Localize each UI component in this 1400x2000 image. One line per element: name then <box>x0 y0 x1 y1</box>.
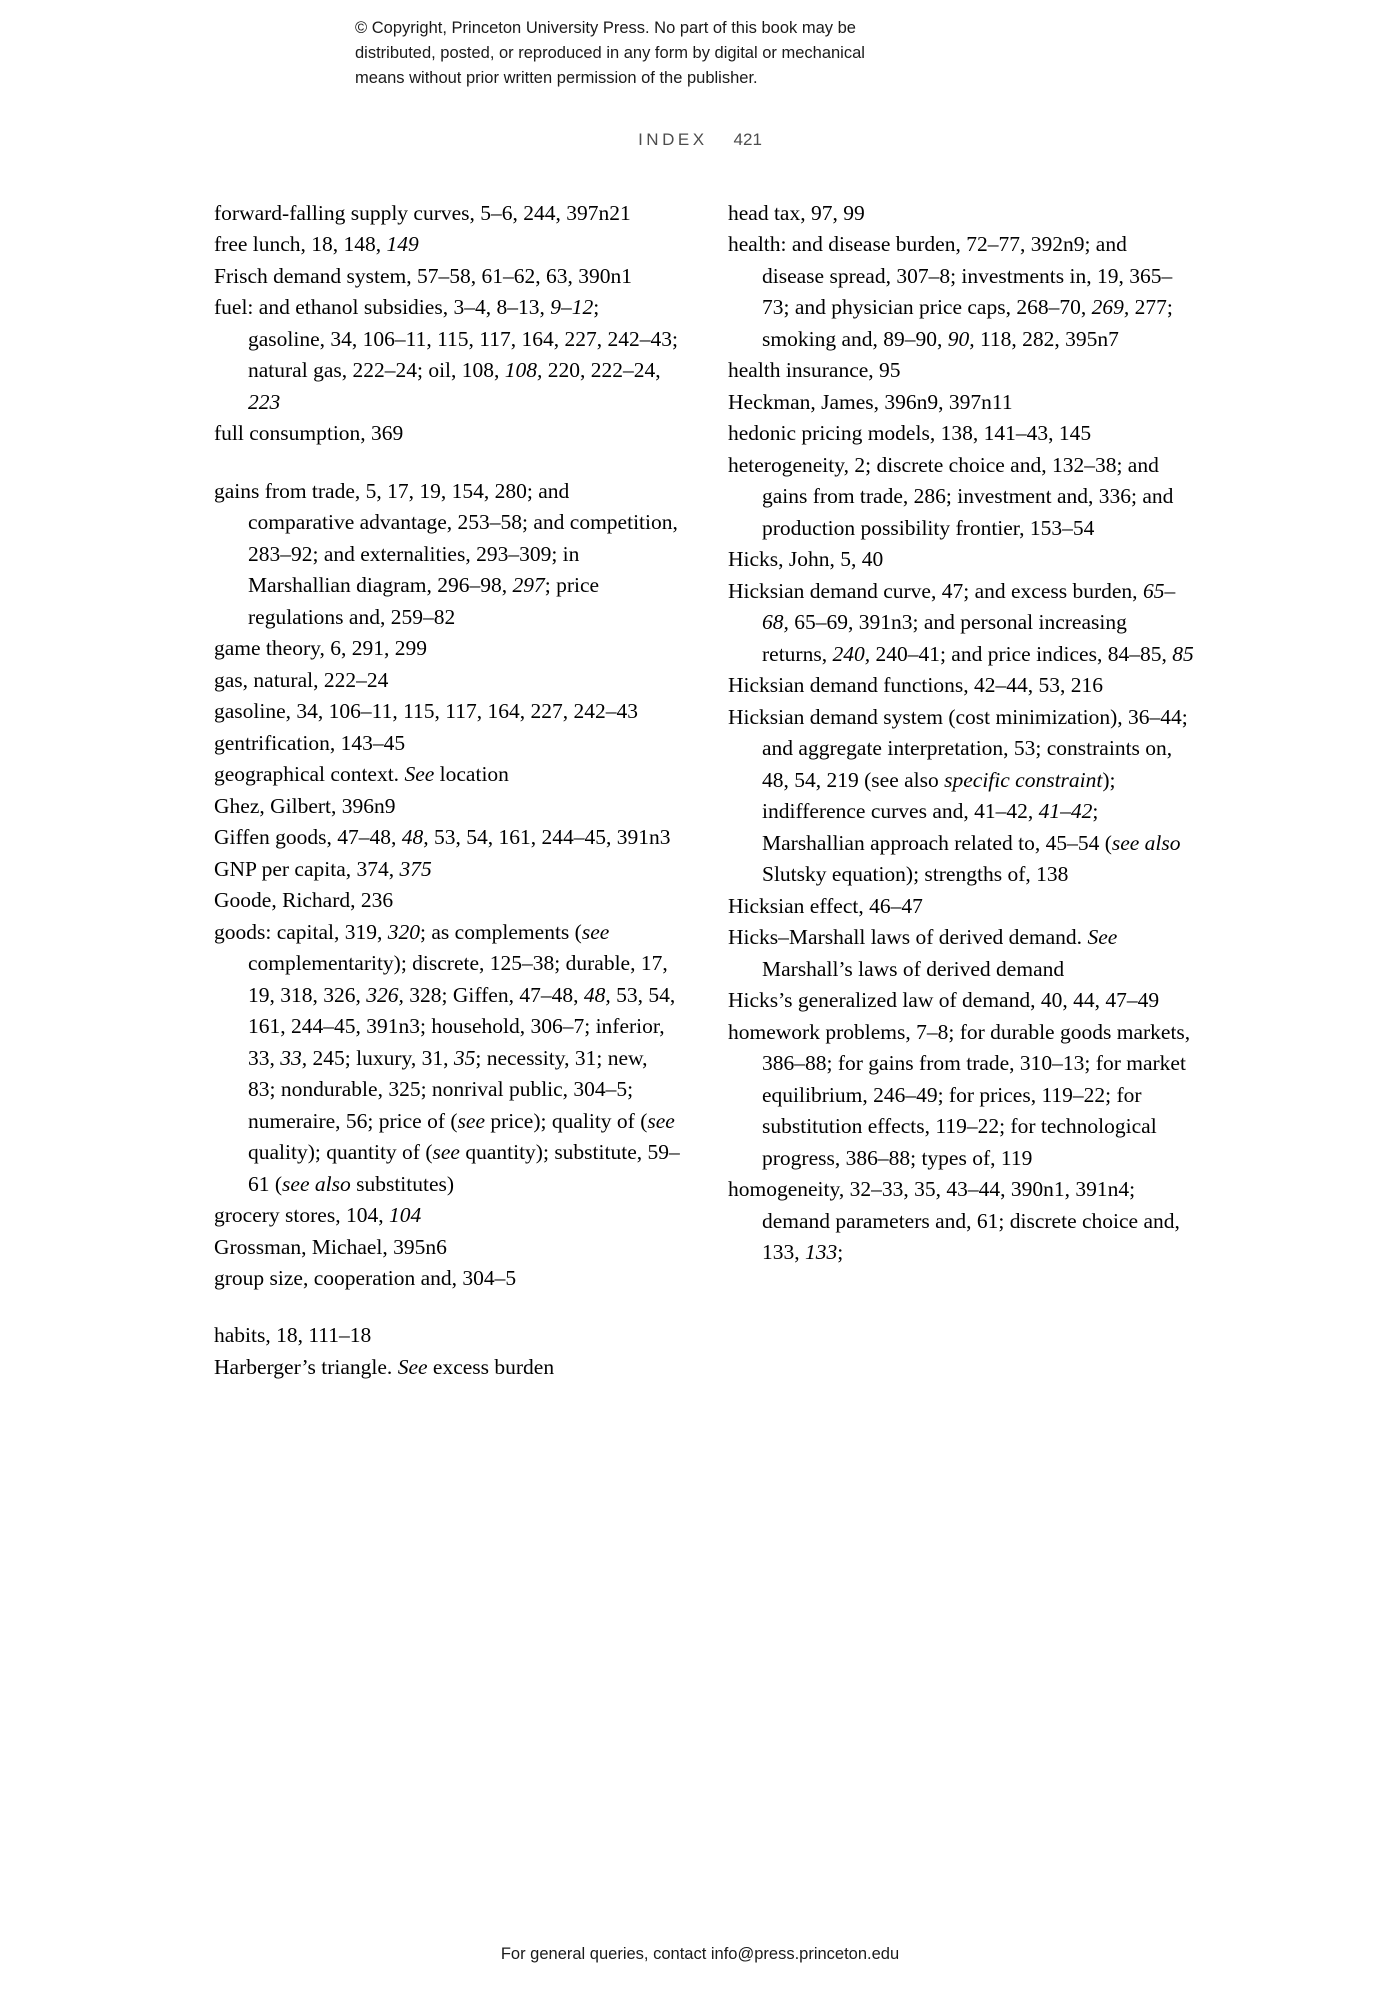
index-entry: homogeneity, 32–33, 35, 43–44, 390n1, 391n4; demand parameters and, 61; discrete choice and, 133, 133; <box>728 1177 1180 1264</box>
index-entry: heterogeneity, 2; discrete choice and, 132–38; and gains from trade, 286; investment and, 336; and production possibility frontier, 153–54 <box>728 452 1174 540</box>
copyright-line-1: © Copyright, Princeton University Press. No part of this book may be <box>355 19 856 37</box>
index-entry: homework problems, 7–8; for durable goods markets, 386–88; for gains from trade, 310–13; for market equilibrium, 246–49; for prices, 119–22; for substitution effects, 119–22; for technological progress, 386–88; types of, 119 <box>728 1019 1191 1170</box>
index-entry: habits, 18, 111–18 <box>214 1323 372 1348</box>
index-columns <box>214 198 1194 1383</box>
index-entry: Frisch demand system, 57–58, 61–62, 63, 390n1 <box>214 263 633 288</box>
index-entry: Hicksian demand functions, 42–44, 53, 216 <box>728 673 1104 698</box>
index-entry: Hicksian demand system (cost minimization), 36–44; and aggregate interpretation, 53; constraints on, 48, 54, 219 (see also specific constraint); indifference curves and, 41–42, 41–42; Marshallian approach related to, 45–54 (see also Slutsky equation); strengths of, 138 <box>728 704 1188 887</box>
footer-queries: For general queries, contact info@press.princeton.edu <box>500 1945 900 1963</box>
index-entry: gentrification, 143–45 <box>214 730 406 755</box>
index-entry: Hicks–Marshall laws of derived demand. See Marshall’s laws of derived demand <box>728 925 1118 981</box>
index-entry: Hicksian effect, 46–47 <box>728 893 923 918</box>
copyright-notice <box>0 16 1400 91</box>
index-entry: GNP per capita, 374, 375 <box>214 856 432 881</box>
index-entry: Harberger’s triangle. See excess burden <box>214 1354 555 1379</box>
running-head <box>0 130 1400 150</box>
index-entry: head tax, 97, 99 <box>728 201 865 225</box>
index-entry: full consumption, 369 <box>214 421 404 446</box>
index-entry: Goode, Richard, 236 <box>214 888 394 913</box>
index-entry: fuel: and ethanol subsidies, 3–4, 8–13, 9–12; gasoline, 34, 106–11, 115, 117, 164, 227, 242–43; natural gas, 222–24; oil, 108, 108, 220, 222–24, 223 <box>214 295 678 414</box>
index-entry: Hicksian demand curve, 47; and excess burden, 65–68, 65–69, 391n3; and personal increasing returns, 240, 240–41; and price indices, 84–85, 85 <box>728 578 1194 666</box>
index-entry: health: and disease burden, 72–77, 392n9; and disease spread, 307–8; investments in, 19, 365–73; and physician price caps, 268–70, 269, 277; smoking and, 89–90, 90, 118, 282, 395n7 <box>728 232 1173 351</box>
index-entry: Grossman, Michael, 395n6 <box>214 1234 447 1259</box>
index-entry: grocery stores, 104, 104 <box>214 1203 422 1228</box>
index-entry: geographical context. See location <box>214 762 509 787</box>
copyright-line-3: means without prior written permission of the publisher. <box>355 69 758 88</box>
running-head-title: INDEX <box>638 130 708 149</box>
index-entry: gasoline, 34, 106–11, 115, 117, 164, 227, 242–43 <box>214 699 639 724</box>
index-entry: free lunch, 18, 148, 149 <box>214 232 419 257</box>
index-entry: game theory, 6, 291, 299 <box>214 636 427 661</box>
index-entry: Hicks, John, 5, 40 <box>728 547 884 572</box>
index-entry: forward-falling supply curves, 5–6, 244, 397n21 <box>214 201 631 225</box>
index-entry: group size, cooperation and, 304–5 <box>214 1265 517 1290</box>
index-entry: gas, natural, 222–24 <box>214 667 389 692</box>
index-column-left <box>214 198 680 1383</box>
index-column-right <box>728 198 1194 1383</box>
index-entry: goods: capital, 319, 320; as complements (see complementarity); discrete, 125–38; durable, 17, 19, 318, 326, 326, 328; Giffen, 47–48, 48, 53, 54, 161, 244–45, 391n3; household, 306–7; inferior, 33, 33, 245; luxury, 31, 35; necessity, 31; new, 83; nondurable, 325; nonrival public, 304–5; numeraire, 56; price of (see price); quality of (see quality); quantity of (see quantity); substitute, 59–61 (see also substitutes) <box>214 919 680 1196</box>
index-group-gap <box>214 450 680 476</box>
index-group-gap <box>214 1294 680 1320</box>
index-entry: Hicks’s generalized law of demand, 40, 44, 47–49 <box>728 988 1160 1013</box>
index-entry: Ghez, Gilbert, 396n9 <box>214 793 396 818</box>
index-entry: Giffen goods, 47–48, 48, 53, 54, 161, 244–45, 391n3 <box>214 825 671 850</box>
index-entry: Heckman, James, 396n9, 397n11 <box>728 389 1013 414</box>
copyright-line-2: distributed, posted, or reproduced in any form by digital or mechanical <box>355 44 865 63</box>
index-entry: gains from trade, 5, 17, 19, 154, 280; and comparative advantage, 253–58; and competition, 283–92; and externalities, 293–309; in Marshallian diagram, 296–98, 297; price regulations and, 259–82 <box>214 478 678 629</box>
index-entry: health insurance, 95 <box>728 358 901 383</box>
index-entry: hedonic pricing models, 138, 141–43, 145 <box>728 421 1092 446</box>
page-number: 421 <box>733 130 762 149</box>
